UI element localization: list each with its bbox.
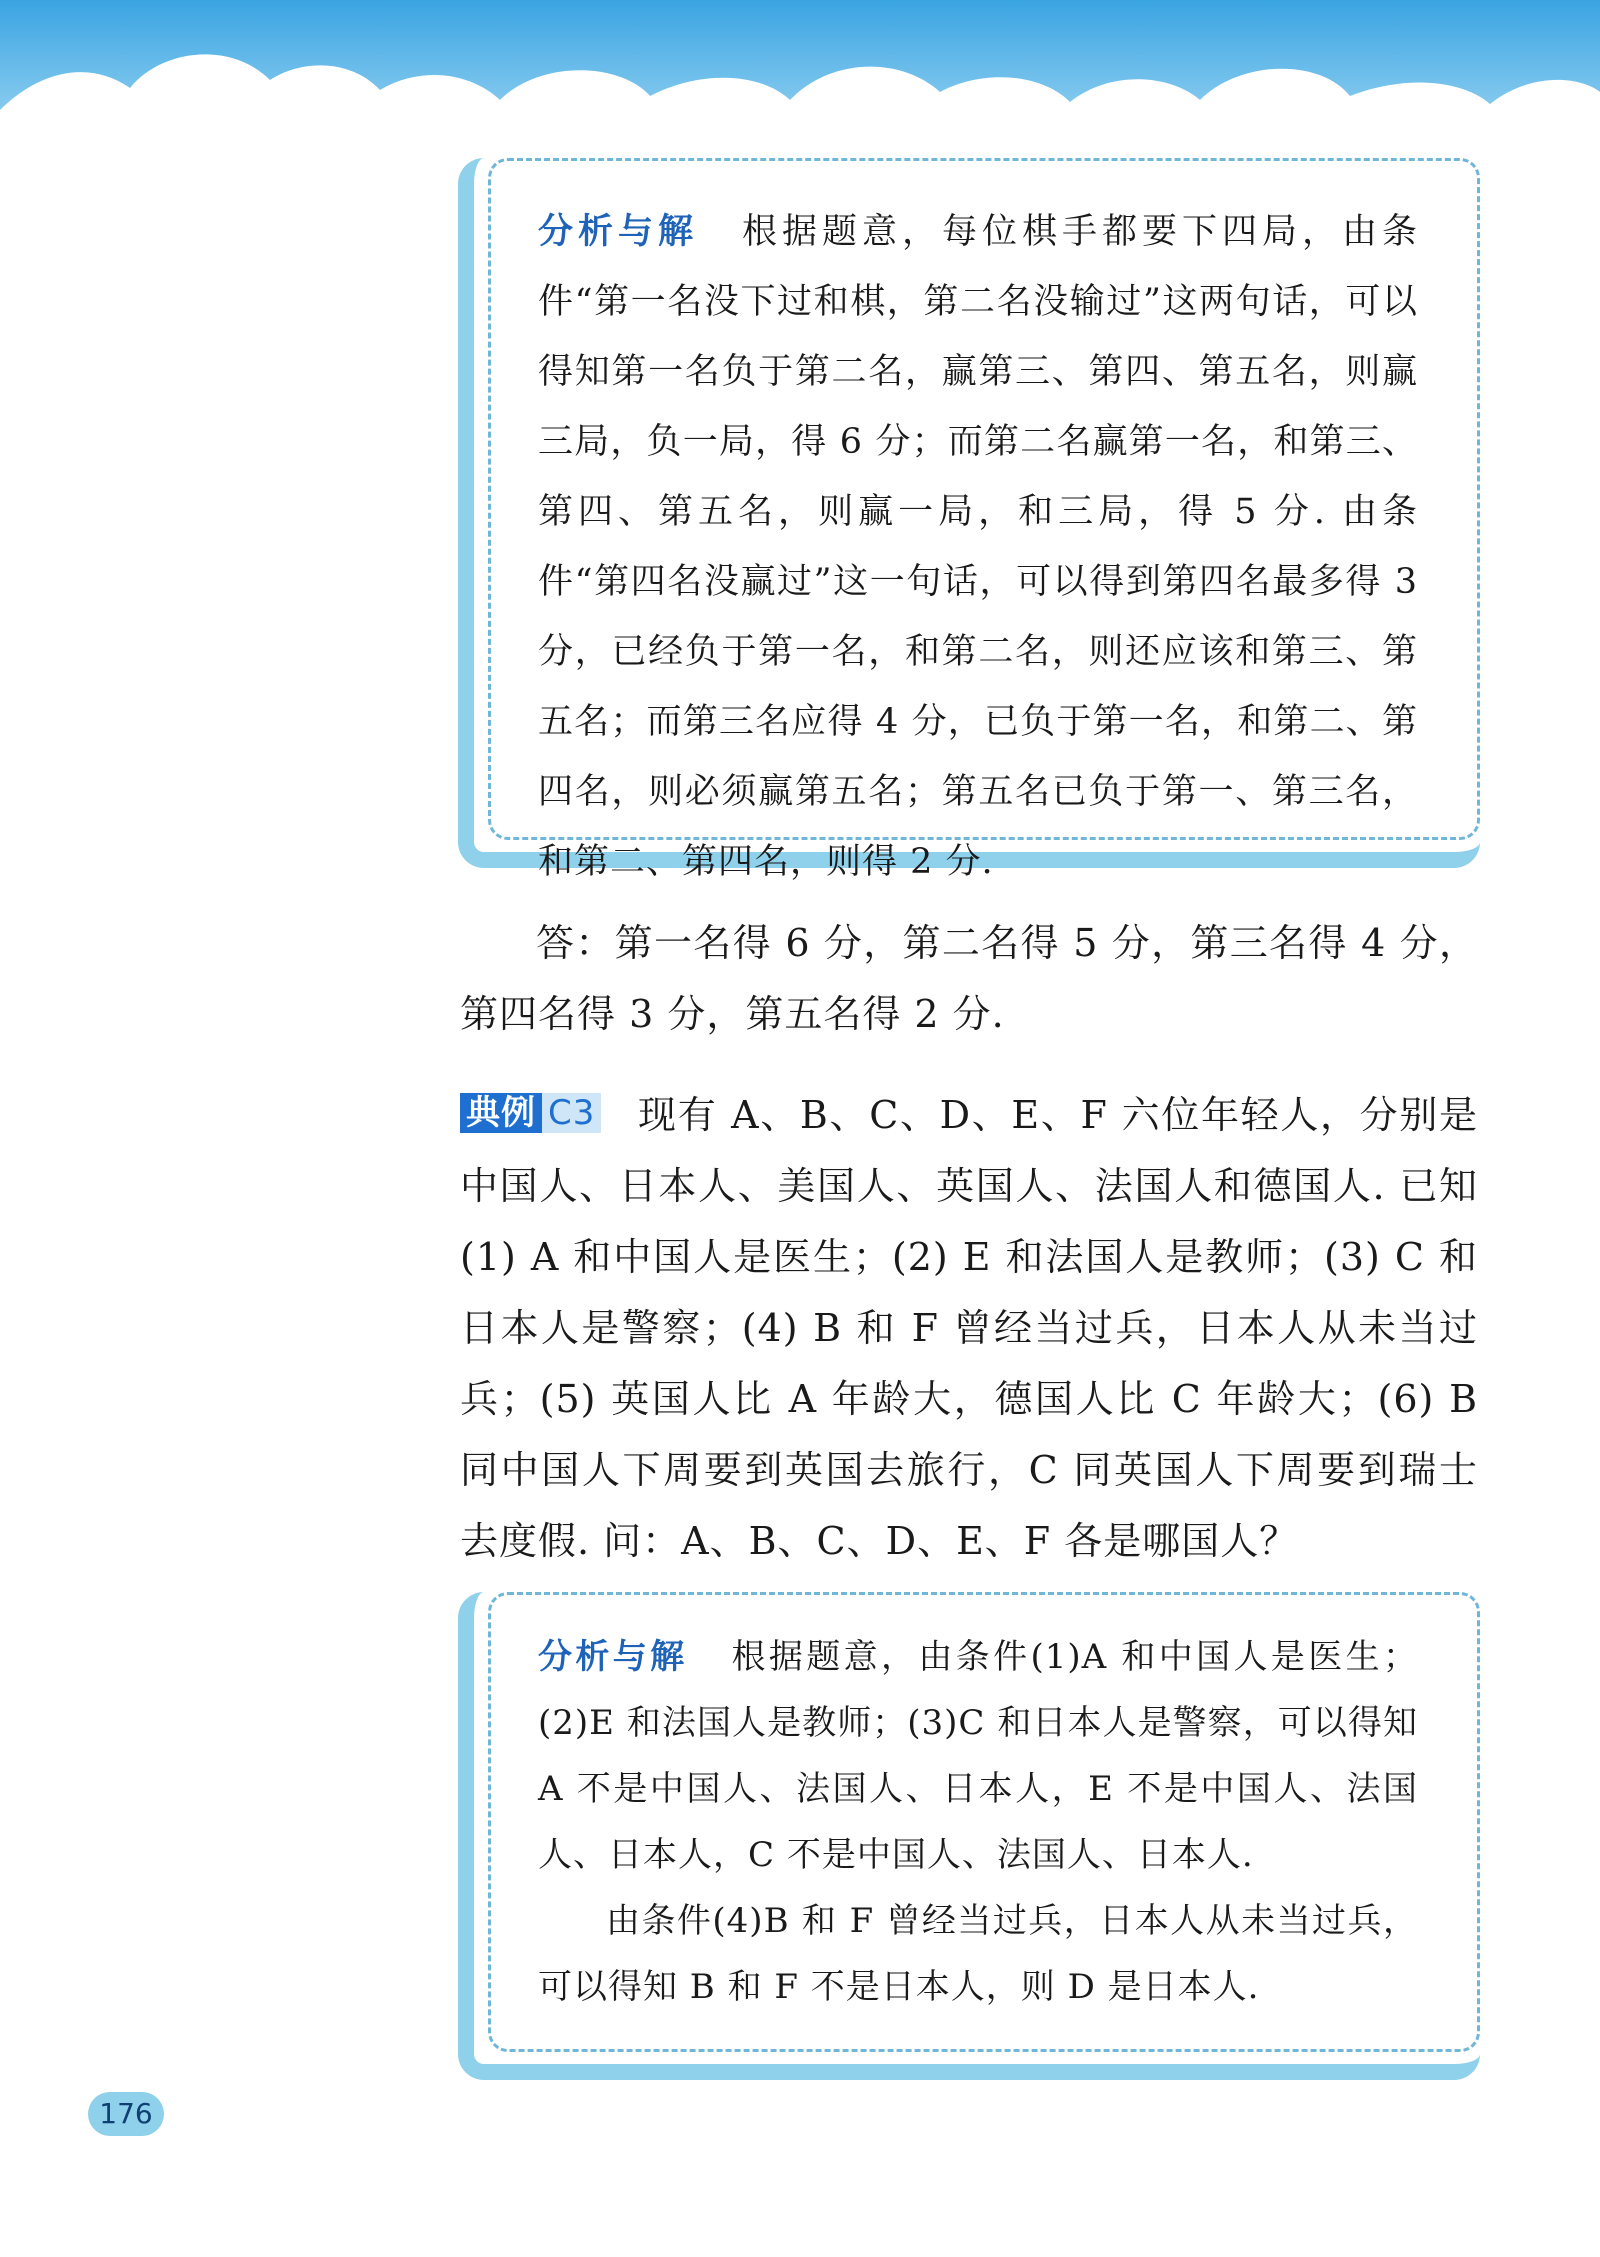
example-tag	[460, 1091, 601, 1135]
analysis-label: 分析与解	[538, 212, 698, 252]
sky-banner	[0, 0, 1600, 160]
example-tag-word: 典例	[460, 1093, 542, 1133]
analysis-text: 根据题意，每位棋手都要下四局，由条件“第一名没下过和棋，第二名没输过”这两句话，可以得知第一名负于第二名，赢第三、第四、第五名，则赢三局，负一局，得 6 分；而第二名赢第一名，和第三、第四、第五名，则赢一局，和三局，得 5 分. 由条件“第四名没赢过”这一句话，可以得到第四名最多得 3 分，已经负于第一名，和第二名，则还应该和第三、第五名；而第三名应得 4 分，已负于第一名，和第二、第四名，则必须赢第五名；第五名已负于第一、第三名，和第二、第四名，则得 2 分.	[538, 212, 1418, 882]
analysis-label: 分析与解	[538, 1637, 688, 1677]
answer-paragraph	[460, 908, 1478, 1050]
answer-text: 答：第一名得 6 分，第二名得 5 分，第三名得 4 分，第四名得 3 分，第五名得 2 分.	[460, 921, 1478, 1036]
example-text: 现有 A、B、C、D、E、F 六位年轻人，分别是中国人、日本人、美国人、英国人、法国人和德国人. 已知(1) A 和中国人是医生；(2) E 和法国人是教师；(3) C 和日本人是警察；(4) B 和 F 曾经当过兵，日本人从未当过兵；(5) 英国人比 A 年龄大，德国人比 C 年龄大；(6) B 同中国人下周要到英国去旅行，C 同英国人下周要到瑞士去度假. 问：A、B、C、D、E、F 各是哪国人？	[460, 1093, 1478, 1563]
analysis-text-para2: 由条件(4)B 和 F 曾经当过兵，日本人从未当过兵，可以得知 B 和 F 不是日本人，则 D 是日本人.	[538, 1901, 1418, 2007]
analysis-box-1-content	[538, 197, 1418, 897]
analysis-text-para1: 根据题意，由条件(1)A 和中国人是医生；(2)E 和法国人是教师；(3)C 和日本人是警察，可以得知 A 不是中国人、法国人、日本人，E 不是中国人、法国人、日本人，C 不是中国人、法国人、日本人.	[538, 1637, 1418, 1875]
example-tag-number: C3	[542, 1093, 601, 1133]
example-paragraph	[460, 1080, 1478, 1577]
page-number: 176	[88, 2092, 164, 2136]
analysis-box-2-content	[538, 1624, 1418, 2020]
